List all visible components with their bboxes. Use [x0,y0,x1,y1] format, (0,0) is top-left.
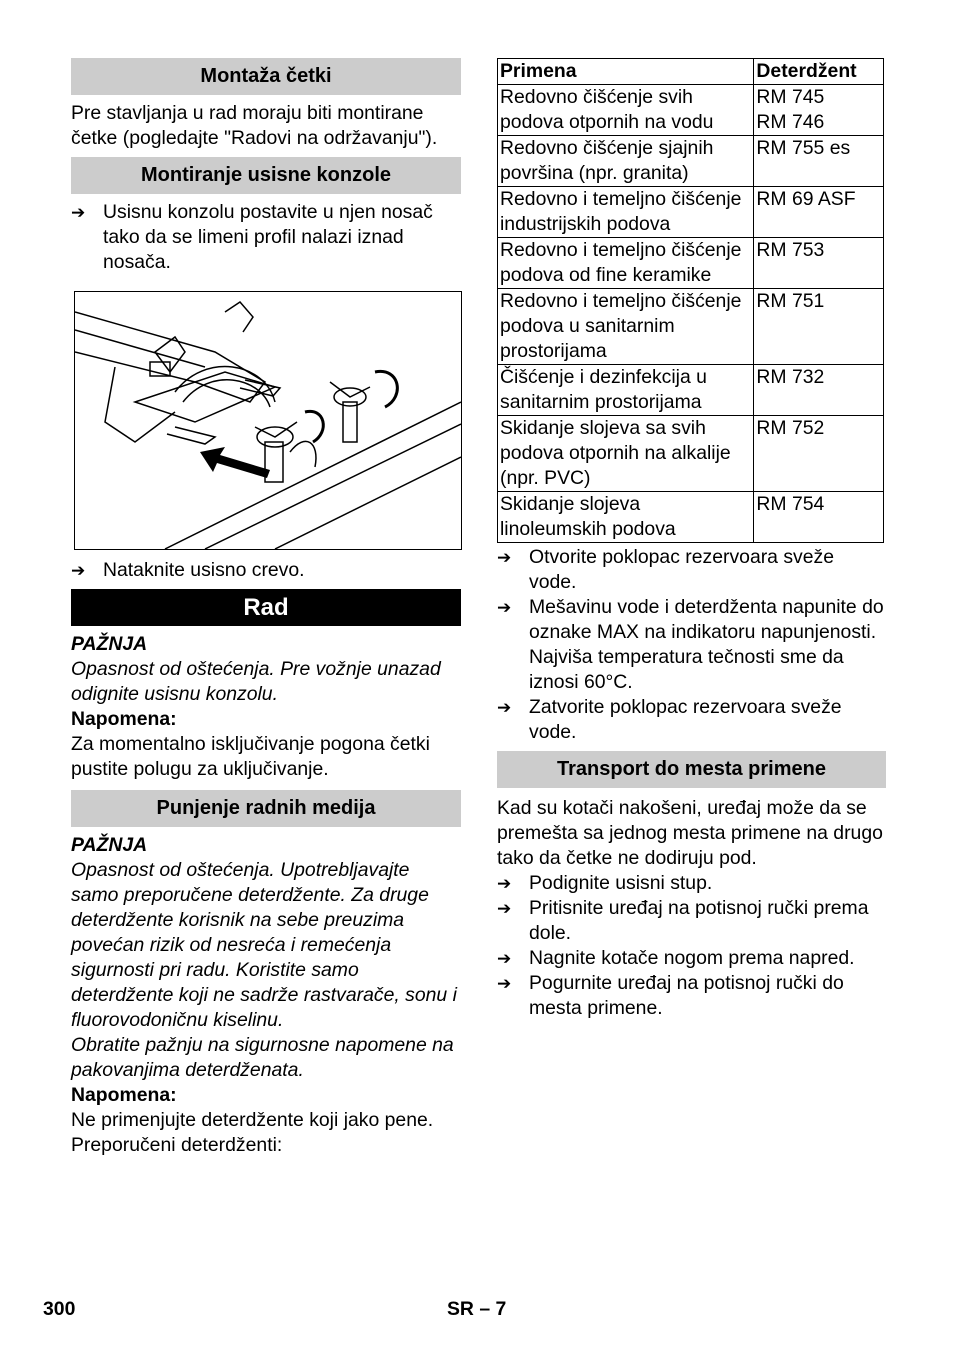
cell-detergent: RM 732 [754,365,884,416]
note-title: Napomena: [71,1084,177,1106]
step-text: Pritisnite uređaj na potisnoj ručki prema dole. [529,897,869,944]
table-row [498,187,884,238]
caution-text: Opasnost od oštećenja. Pre vožnje unazad odignite usisnu konzolu. [71,658,441,705]
arrow-right-icon: ➔ [497,899,512,918]
section-heading-rad: Rad [71,589,461,626]
arrow-right-icon: ➔ [497,548,512,567]
list-item [497,871,886,896]
list-item [497,545,886,595]
cell-use: Redovno čišćenje svih podova otpornih na vodu [498,85,754,136]
note-text: Ne primenjujte deterdžente koji jako pene. [71,1109,434,1131]
cell-detergent: RM 69 ASF [754,187,884,238]
left-column [71,58,461,1158]
table-row [498,416,884,492]
table-row [498,238,884,289]
caution-title: PAŽNJA [71,834,148,856]
table-row [498,85,884,136]
mounting-diagram [75,292,461,549]
cell-detergent: RM 753 [754,238,884,289]
cell-use: Redovno i temeljno čišćenje podova od fine keramike [498,238,754,289]
step-text: Podignite usisni stup. [529,872,713,894]
arrow-right-icon: ➔ [497,598,512,617]
cell-detergent: RM 754 [754,492,884,543]
step-text: Zatvorite poklopac rezervoara sveže vode. [529,696,842,743]
column-header-detergent: Deterdžent [754,59,884,85]
cell-use: Redovno čišćenje sjajnih površina (npr. granita) [498,136,754,187]
cell-use: Redovno i temeljno čišćenje industrijskih podova [498,187,754,238]
caution-text-2: Obratite pažnju na sigurnosne napomene na pakovanjima deterdženata. [71,1034,454,1081]
arrow-right-icon: ➔ [497,974,512,993]
suction-console-illustration [74,291,462,550]
arrow-right-icon: ➔ [497,698,512,717]
column-header-use: Primena [498,59,754,85]
table-row [498,289,884,365]
cell-detergent: RM 752 [754,416,884,492]
list-item [71,200,461,275]
cell-detergent: RM 755 es [754,136,884,187]
detergent-table [497,58,884,543]
cell-use: Redovno i temeljno čišćenje podova u sanitarnim prostorijama [498,289,754,365]
arrow-right-icon: ➔ [71,561,86,580]
step-text: Nagnite kotače nogom prema napred. [529,947,855,969]
cell-detergent: RM 745 RM 746 [754,85,884,136]
list-item [71,558,461,583]
table-header-row [498,59,884,85]
right-column [497,58,886,1021]
note-text: Za momentalno isključivanje pogona četki pustite polugu za uključivanje. [71,733,430,780]
arrow-right-icon: ➔ [497,949,512,968]
caution-title: PAŽNJA [71,633,148,655]
caution-text: Opasnost od oštećenja. Upotrebljavajte samo preporučene deterdžente. Za druge deterdžente korisnik na sebe preuzima povećan rizik od nesreća i remećenja sigurnosti pri radu. Koristite samo deterdžente koji ne sadrže rastvarače, sonu i fluorovodoničnu kiselinu. [71,859,457,1031]
cell-detergent: RM 751 [754,289,884,365]
list-item [497,946,886,971]
paragraph-brushes: Pre stavljanja u rad moraju biti montirane četke (pogledajte "Radovi na održavanju"). [71,102,438,149]
cell-use: Skidanje slojeva sa svih podova otpornih na alkalije (npr. PVC) [498,416,754,492]
section-heading-brushes: Montaža četki [71,58,461,95]
list-item [497,695,886,745]
section-heading-fill: Punjenje radnih medija [71,790,461,827]
table-row [498,492,884,543]
step-text: Mešavinu vode i deterdženta napunite do oznake MAX na indikatoru napunjenosti. Najviša temperatura tečnosti sme da iznosi 60°C. [529,596,884,693]
cell-use: Skidanje slojeva linoleumskih podova [498,492,754,543]
language-page-label: SR – 7 [447,1298,507,1320]
list-item [497,971,886,1021]
table-row [498,365,884,416]
cell-use: Čišćenje i dezinfekcija u sanitarnim prostorijama [498,365,754,416]
arrow-right-icon: ➔ [497,874,512,893]
arrow-right-icon: ➔ [71,203,86,222]
list-item [497,896,886,946]
section-heading-suction: Montiranje usisne konzole [71,157,461,194]
step-text: Pogurnite uređaj na potisnoj ručki do mesta primene. [529,972,844,1019]
note-title: Napomena: [71,708,177,730]
step-text: Usisnu konzolu postavite u njen nosač tako da se limeni profil nalazi iznad nosača. [103,201,433,273]
section-heading-transport: Transport do mesta primene [497,751,886,788]
step-text: Otvorite poklopac rezervoara sveže vode. [529,546,835,593]
table-row [498,136,884,187]
paragraph-transport: Kad su kotači nakošeni, uređaj može da se premešta sa jednog mesta primene na drugo tako da četke ne dodiruju pod. [497,797,883,869]
list-item [497,595,886,695]
page-number: 300 [43,1298,76,1320]
note-text-2: Preporučeni deterdženti: [71,1134,283,1156]
step-text: Nataknite usisno crevo. [103,559,305,581]
